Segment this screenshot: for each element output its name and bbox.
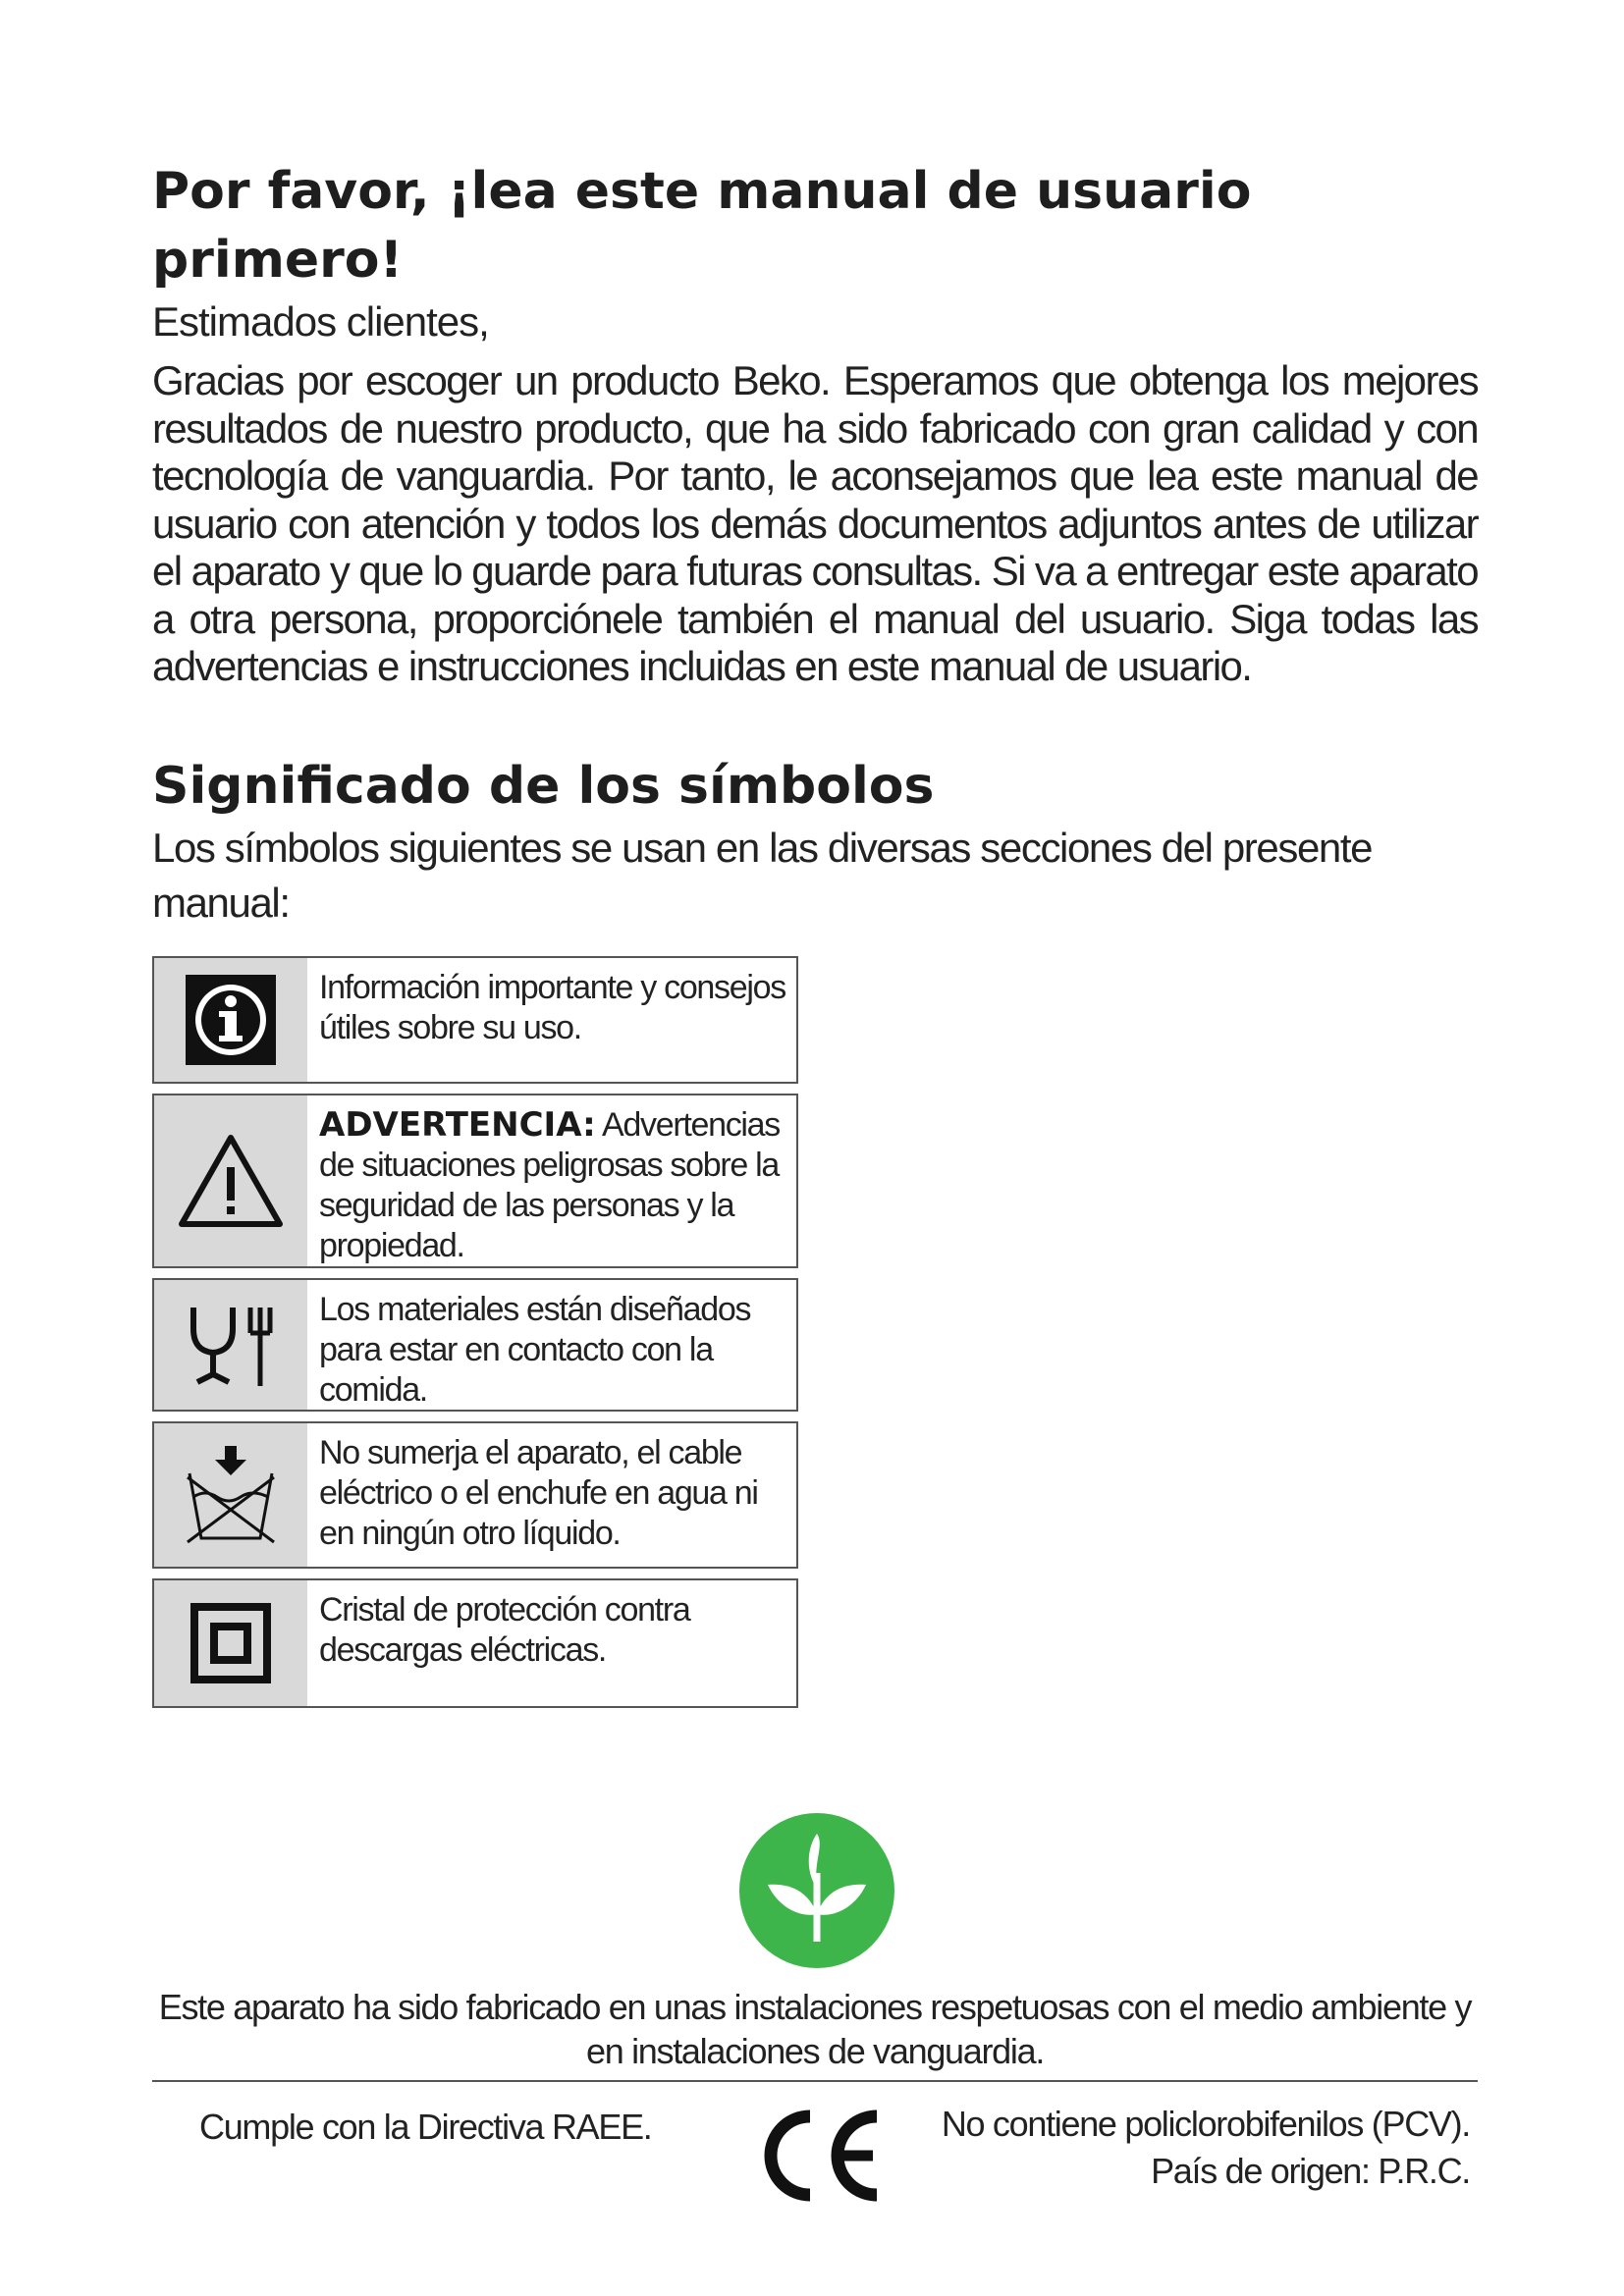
symbols-section-lead: Los símbolos siguientes se usan en las diversas secciones del presente manual: bbox=[152, 824, 1373, 926]
symbol-text-no-immerse: No sumerja el aparato, el cable eléctrico o el enchufe en agua ni en ningún otro líquido. bbox=[319, 1433, 758, 1552]
ce-mark-icon bbox=[751, 2103, 884, 2209]
manual-page bbox=[152, 157, 1478, 1718]
page-title: Por favor, ¡lea este manual de usuario primero! bbox=[152, 162, 1252, 290]
symbol-row-no-immerse bbox=[152, 1421, 798, 1569]
symbol-row-food-safe bbox=[152, 1278, 798, 1412]
symbol-list bbox=[152, 956, 798, 1708]
symbol-text-double-insulation: Cristal de protección contra descargas eléctricas. bbox=[319, 1590, 690, 1669]
eco-leaf-icon bbox=[738, 1812, 895, 1969]
symbol-row-info bbox=[152, 956, 798, 1084]
info-icon bbox=[154, 958, 307, 1082]
double-insulation-icon bbox=[154, 1580, 307, 1706]
weee-compliance-text: Cumple con la Directiva RAEE. bbox=[199, 2107, 652, 2147]
do-not-immerse-icon bbox=[154, 1423, 307, 1567]
symbol-row-warning bbox=[152, 1094, 798, 1268]
greeting: Estimados clientes, bbox=[152, 298, 489, 345]
symbol-text-warning bbox=[307, 1095, 796, 1266]
warning-triangle-icon bbox=[154, 1095, 307, 1266]
pcb-statement: No contiene policlorobifenilos (PCV). bbox=[941, 2104, 1470, 2144]
warning-label: ADVERTENCIA: bbox=[319, 1104, 596, 1145]
footer-right bbox=[942, 2101, 1470, 2195]
symbol-text-food-safe: Los materiales están diseñados para estar en contacto con la comida. bbox=[319, 1290, 751, 1409]
intro-paragraph: Gracias por escoger un producto Beko. Esperamos que obtenga los mejores resultados de nuestro producto, que ha sido fabricado con gran calidad y con tecnología de vanguardia. Por tanto, le aconsejamos que lea este manual de usuario con atención y todos los demás documentos adjuntos antes de utilizar el aparato y que lo guarde para futuras consultas. Si va a entregar este aparato a otra persona, proporciónele también el manual del usuario. Siga todas las advertencias e instrucciones incluidas en este manual de usuario. bbox=[152, 357, 1478, 689]
symbol-text-info: Información importante y consejos útiles sobre su uso. bbox=[319, 968, 785, 1046]
symbol-row-double-insulation bbox=[152, 1578, 798, 1708]
symbols-section-title: Significado de los símbolos bbox=[152, 756, 935, 816]
country-of-origin: País de origen: P.R.C. bbox=[1151, 2151, 1470, 2191]
footer-divider bbox=[152, 2080, 1478, 2082]
warning-text: Advertencias de situaciones peligrosas sobre la seguridad de las personas y la propiedad. bbox=[319, 1105, 780, 1264]
food-safe-icon bbox=[154, 1280, 307, 1410]
eco-statement: Este aparato ha sido fabricado en unas instalaciones respetuosas con el medio ambiente y en instalaciones de vanguardia. bbox=[158, 1987, 1472, 2071]
